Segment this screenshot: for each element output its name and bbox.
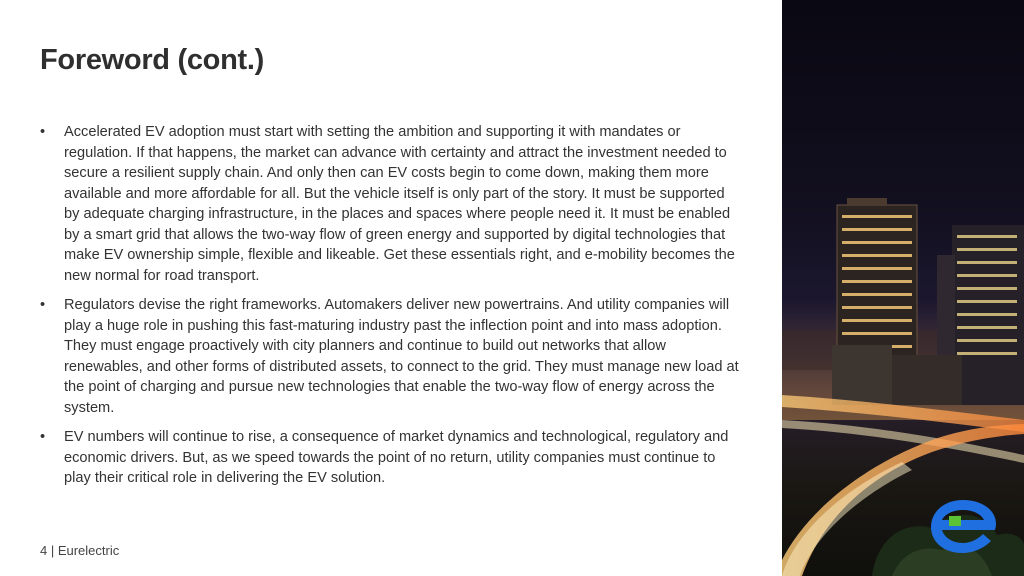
bullet-icon: •: [40, 297, 46, 313]
bullet-text: EV numbers will continue to rise, a consequence of market dynamics and technological, regulatory and economic drivers. But, as we speed towards the point of no return, utility companies must continue to play their critical role in delivering the EV solution.: [64, 429, 729, 486]
eurelectric-e-logo-icon: [928, 496, 998, 556]
page-footer: 4 | Eurelectric: [40, 543, 120, 558]
list-item: [40, 295, 740, 418]
bullet-icon: •: [40, 124, 46, 140]
bullet-list: [40, 122, 740, 498]
bullet-text: Accelerated EV adoption must start with setting the ambition and supporting it with mandates or regulation. If that happens, the market can advance with certainty and attract the investment needed to secure a resilient supply chain. And only then can EV costs begin to come down, making them more available and more affordable for all. But the vehicle itself is only part of the story. It must be supported by adequate charging infrastructure, in the places and spaces where people need it. It must be enabled by a smart grid that allows the two-way flow of green energy and supported by digital technologies that make EV ownership simple, flexible and likeable. Get these essentials right, and e-mobility becomes the new normal for road transport.: [64, 124, 735, 284]
bullet-icon: •: [40, 429, 46, 445]
city-night-skyline-icon: [782, 0, 1024, 576]
list-item: [40, 122, 740, 286]
list-item: [40, 427, 740, 489]
bullet-text: Regulators devise the right frameworks. Automakers deliver new powertrains. And utility companies will play a huge role in pushing this fast-maturing industry past the inflection point and into mass adoption. They must engage proactively with city planners and continue to build out networks that allow renewables, and other forms of distributed assets, to connect to the grid. They must manage new load at the point of charging and pursue new technologies that enable the two-way flow of energy across the system.: [64, 297, 739, 416]
page-title: Foreword (cont.): [40, 44, 264, 76]
